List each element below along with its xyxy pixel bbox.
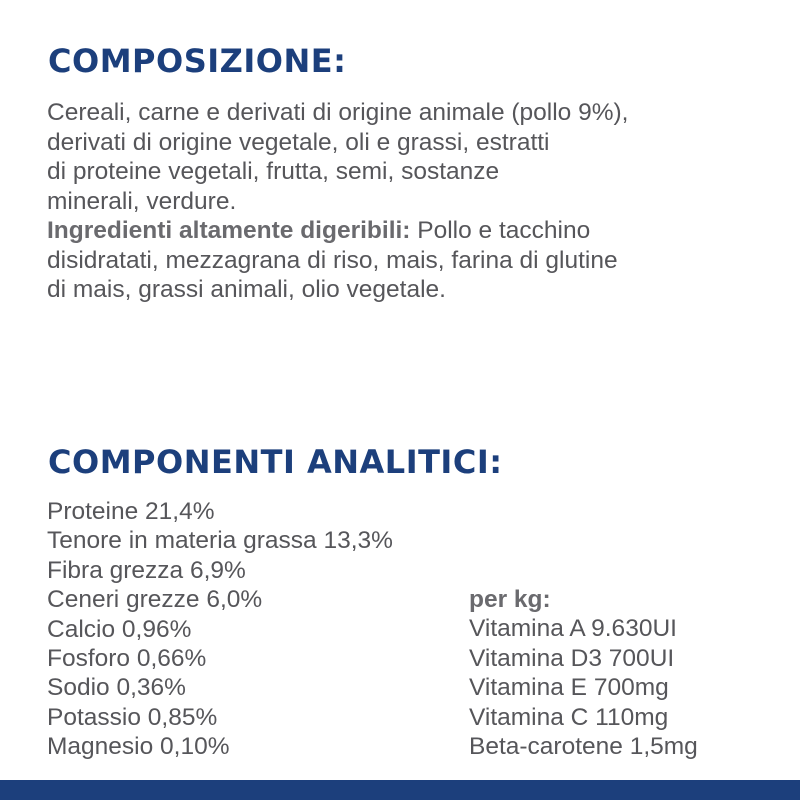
vitamin-item: Vitamina D3 700UI <box>469 644 675 672</box>
vitamin-item: Vitamina A 9.630UI <box>469 615 677 643</box>
composition-heading: COMPOSIZIONE: <box>48 42 347 80</box>
analytics-item: Tenore in materia grassa 13,3% <box>47 527 393 555</box>
digestible-text: Pollo e tacchino <box>410 217 591 244</box>
composition-line: minerali, verdure. <box>47 187 237 215</box>
analytics-item: Ceneri grezze 6,0% <box>47 586 263 614</box>
composition-line: Cereali, carne e derivati di origine animale (pollo 9%), <box>47 99 629 126</box>
digestible-line <box>47 216 782 246</box>
composition-line: derivati di origine vegetale, oli e grassi, estratti <box>47 128 550 156</box>
analytics-item: Potassio 0,85% <box>47 703 218 731</box>
digestible-label: Ingredienti altamente digeribili: <box>47 217 411 244</box>
analytics-item: Magnesio 0,10% <box>47 733 230 761</box>
analytics-item: Fibra grezza 6,9% <box>47 556 246 584</box>
analytics-item: Calcio 0,96% <box>47 615 192 643</box>
analytics-item: Sodio 0,36% <box>47 674 186 702</box>
analytics-item: Proteine 21,4% <box>47 498 215 525</box>
analytics-list <box>47 497 393 762</box>
composition-text <box>47 98 782 305</box>
vitamin-item: Vitamina E 700mg <box>469 674 669 702</box>
vitamin-item: Vitamina C 110mg <box>469 703 669 731</box>
vitamins-list <box>469 585 698 761</box>
digestible-line: disidratati, mezzagrana di riso, mais, farina di glutine <box>47 246 618 274</box>
vitamin-item: Beta-carotene 1,5mg <box>469 733 698 761</box>
composition-line: di proteine vegetali, frutta, semi, sostanze <box>47 158 500 185</box>
analytics-heading: COMPONENTI ANALITICI: <box>48 443 503 481</box>
per-kg-label: per kg: <box>469 586 551 613</box>
bottom-bar <box>0 780 800 800</box>
analytics-item: Fosforo 0,66% <box>47 645 207 673</box>
digestible-line: di mais, grassi animali, olio vegetale. <box>47 276 446 303</box>
